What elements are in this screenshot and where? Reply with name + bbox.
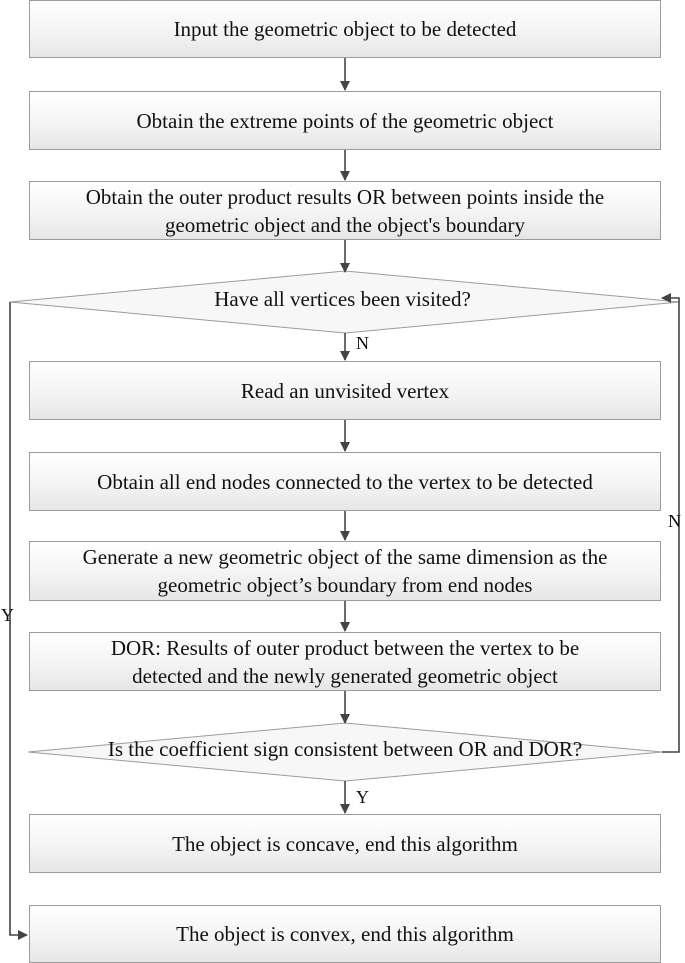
end-concave <box>29 814 661 873</box>
end-concave-text: The object is concave, end this algorithm <box>172 831 518 856</box>
step-dor <box>29 632 661 691</box>
step-extreme-points <box>29 91 661 150</box>
end-convex <box>29 905 661 963</box>
label-y-loop: Y <box>1 605 14 625</box>
label-n-down: N <box>356 333 369 353</box>
decision-sign-label: Is the coefficient sign consistent between OR and DOR? <box>107 737 583 761</box>
decision-sign-text <box>0 737 685 762</box>
step-dor-line2: detected and the newly generated geometric object <box>132 663 558 688</box>
step-end-nodes-text: Obtain all end nodes connected to the vertex to be detected <box>97 469 593 494</box>
step-extreme-points-text: Obtain the extreme points of the geometric object <box>136 108 554 133</box>
step-dor-line1: DOR: Results of outer product between the vertex to be <box>110 635 580 660</box>
step-read-vertex-text: Read an unvisited vertex <box>240 378 450 403</box>
step-outer-product-or-line1: Obtain the outer product results OR between points inside the <box>85 184 605 209</box>
end-convex-text: The object is convex, end this algorithm <box>176 922 514 946</box>
step-outer-product-or-line2: geometric object and the object's boundary <box>164 212 526 237</box>
step-outer-product-or <box>29 181 661 240</box>
step-generate-object-line2: geometric object’s boundary from end nodes <box>157 573 533 597</box>
step-end-nodes <box>29 452 661 511</box>
step-generate-object <box>29 541 661 601</box>
decision-visited-label: Have all vertices been visited? <box>214 287 471 311</box>
step-read-vertex <box>29 361 661 420</box>
decision-visited-text <box>0 287 685 312</box>
step-generate-object-line1: Generate a new geometric object of the same dimension as the <box>82 545 608 569</box>
step-input-object <box>29 0 661 58</box>
label-n-loop: N <box>668 511 681 531</box>
label-y-down: Y <box>356 787 369 807</box>
step-input-object-text: Input the geometric object to be detected <box>173 17 517 41</box>
